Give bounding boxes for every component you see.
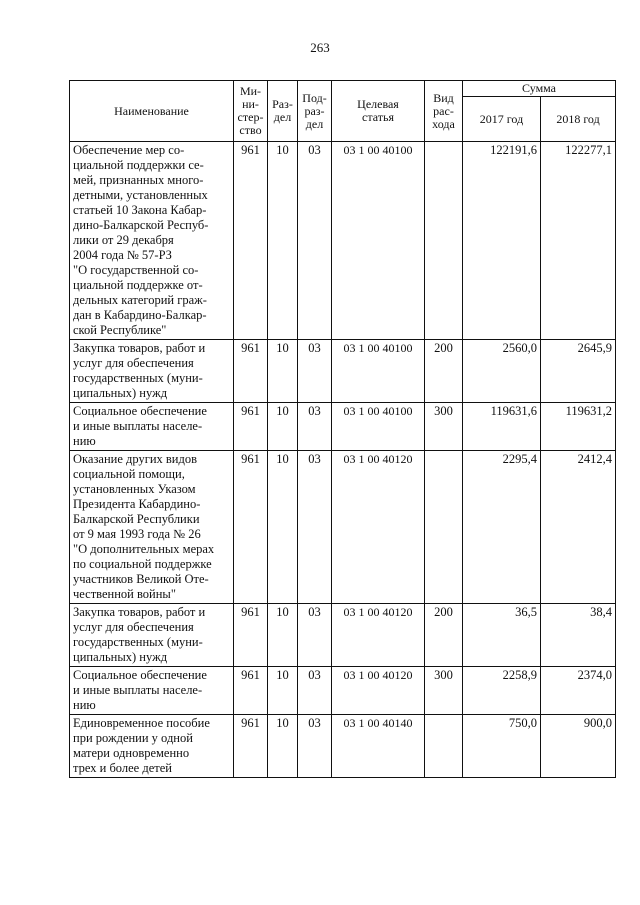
cell-ministry: 961 [234, 340, 268, 403]
cell-name [70, 451, 234, 604]
cell-subsection: 03 [298, 715, 332, 778]
cell-subsection: 03 [298, 403, 332, 451]
cell-expense-type: 300 [425, 667, 463, 715]
cell-expense-type [425, 715, 463, 778]
header-year-2018: 2018 год [541, 97, 616, 142]
cell-sum-2017: 2560,0 [463, 340, 541, 403]
page-number: 263 [310, 40, 330, 55]
cell-ministry: 961 [234, 604, 268, 667]
cell-sum-2017: 122191,6 [463, 142, 541, 340]
cell-target-item: 03 1 00 40100 [332, 340, 425, 403]
cell-name [70, 142, 234, 340]
cell-sum-2018: 122277,1 [541, 142, 616, 340]
header-target-item: Целевая статья [332, 81, 425, 142]
cell-sum-2017: 750,0 [463, 715, 541, 778]
row-name-text: Закупка товаров, работ и услуг для обеспечения государственных (муни- ципальных) нужд [73, 605, 206, 664]
table-row [70, 142, 616, 340]
cell-sum-2018: 38,4 [541, 604, 616, 667]
table-body [70, 142, 616, 778]
header-subsection: Под- раз- дел [298, 81, 332, 142]
cell-target-item: 03 1 00 40100 [332, 403, 425, 451]
cell-subsection: 03 [298, 604, 332, 667]
cell-target-item: 03 1 00 40120 [332, 667, 425, 715]
cell-section: 10 [268, 403, 298, 451]
header-section: Раз- дел [268, 81, 298, 142]
cell-target-item: 03 1 00 40120 [332, 604, 425, 667]
table-row [70, 604, 616, 667]
table-row [70, 340, 616, 403]
row-name-text: Оказание других видов социальной помощи, установленных Указом Президента Кабардино- Балкарской Республики от 9 мая 1993 года № 26 "О дополнительных мерах по социальной поддержке участников Великой Оте- чественной войны" [73, 452, 215, 601]
cell-ministry: 961 [234, 667, 268, 715]
cell-section: 10 [268, 340, 298, 403]
row-name-text: Обеспечение мер со- циальной поддержки се- мей, признанных много- детными, установленных статьей 10 Закона Кабар- дино-Балкарской Респуб- лики от 29 декабря 2004 года № 57-РЗ "О государственной со- циальной поддержке от- дельных категорий граж- дан в Кабардино-Балкар- ской Республике" [73, 143, 209, 337]
cell-sum-2018: 2645,9 [541, 340, 616, 403]
cell-name [70, 403, 234, 451]
header-row [70, 81, 616, 97]
cell-sum-2017: 2258,9 [463, 667, 541, 715]
cell-sum-2018: 900,0 [541, 715, 616, 778]
row-name-text: Социальное обеспечение и иные выплаты населе- нию [73, 404, 207, 448]
cell-target-item: 03 1 00 40120 [332, 451, 425, 604]
cell-ministry: 961 [234, 142, 268, 340]
row-name-text: Единовременное пособие при рождении у одной матери одновременно трех и более детей [73, 716, 210, 775]
cell-section: 10 [268, 142, 298, 340]
cell-target-item: 03 1 00 40140 [332, 715, 425, 778]
cell-expense-type [425, 142, 463, 340]
cell-section: 10 [268, 451, 298, 604]
cell-name [70, 604, 234, 667]
row-name-text: Закупка товаров, работ и услуг для обеспечения государственных (муни- ципальных) нужд [73, 341, 206, 400]
table-row [70, 715, 616, 778]
cell-ministry: 961 [234, 451, 268, 604]
cell-subsection: 03 [298, 667, 332, 715]
cell-name [70, 340, 234, 403]
cell-expense-type: 200 [425, 604, 463, 667]
cell-name [70, 715, 234, 778]
cell-expense-type [425, 451, 463, 604]
header-ministry: Ми- ни- стер- ство [234, 81, 268, 142]
cell-ministry: 961 [234, 403, 268, 451]
header-name: Наименование [70, 81, 234, 142]
table-row [70, 667, 616, 715]
cell-expense-type: 300 [425, 403, 463, 451]
table-row [70, 403, 616, 451]
cell-sum-2017: 119631,6 [463, 403, 541, 451]
header-expense-type: Вид рас- хода [425, 81, 463, 142]
cell-name [70, 667, 234, 715]
cell-target-item: 03 1 00 40100 [332, 142, 425, 340]
cell-section: 10 [268, 604, 298, 667]
budget-table [69, 80, 616, 778]
header-sum: Сумма [463, 81, 616, 97]
cell-subsection: 03 [298, 451, 332, 604]
table-row [70, 451, 616, 604]
cell-expense-type: 200 [425, 340, 463, 403]
cell-sum-2017: 2295,4 [463, 451, 541, 604]
cell-ministry: 961 [234, 715, 268, 778]
cell-subsection: 03 [298, 142, 332, 340]
cell-section: 10 [268, 715, 298, 778]
cell-sum-2018: 119631,2 [541, 403, 616, 451]
cell-sum-2017: 36,5 [463, 604, 541, 667]
cell-subsection: 03 [298, 340, 332, 403]
header-year-2017: 2017 год [463, 97, 541, 142]
cell-section: 10 [268, 667, 298, 715]
row-name-text: Социальное обеспечение и иные выплаты населе- нию [73, 668, 207, 712]
cell-sum-2018: 2412,4 [541, 451, 616, 604]
cell-sum-2018: 2374,0 [541, 667, 616, 715]
